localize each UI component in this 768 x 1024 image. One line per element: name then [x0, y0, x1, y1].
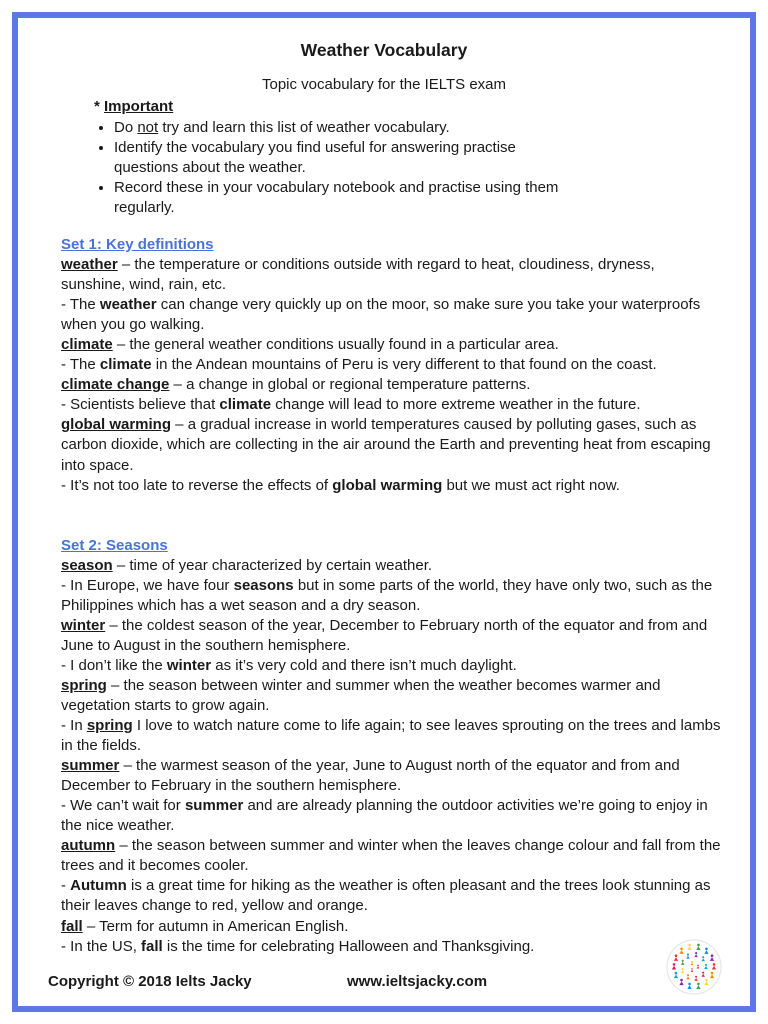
definition-climate-change	[61, 375, 721, 395]
term: climate	[61, 336, 113, 354]
example-text: in the Andean mountains of Peru is very different to that found on the coast.	[151, 356, 657, 374]
example-text: is a great time for hiking as the weather is often pleasant and the trees look stunning as their leaves change to red, yellow and orange.	[61, 877, 711, 915]
important-heading	[94, 97, 173, 117]
term: climate change	[61, 376, 170, 394]
page-title: Weather Vocabulary	[300, 40, 468, 60]
example-text: - I don’t like the	[61, 656, 167, 674]
term: global warming	[61, 416, 172, 434]
term: winter	[61, 616, 106, 634]
example-keyword: global warming	[332, 476, 443, 494]
important-item	[114, 178, 574, 218]
definition: – the season between winter and summer when the weather becomes warmer and vegetation starts to grow again.	[61, 676, 661, 714]
example-summer	[61, 796, 721, 836]
set2-heading: Set 2: Seasons	[61, 536, 168, 554]
bullet-text: Record these in your vocabulary notebook and practise using them regularly.	[114, 179, 559, 216]
example-autumn	[61, 876, 721, 916]
definition-summer	[61, 756, 721, 796]
example-text: - The	[61, 356, 100, 374]
example-text: - It’s not too late to reverse the effects of	[61, 476, 333, 494]
definition: – the coldest season of the year, December to February north of the equator and from and June to August in the southern hemisphere.	[61, 616, 708, 654]
example-text: is the time for celebrating Halloween and Thanksgiving.	[162, 937, 535, 955]
example-text: - In	[61, 717, 87, 735]
example-global-warming	[61, 476, 721, 496]
definition: – the general weather conditions usually found in a particular area.	[112, 336, 559, 354]
definition-climate	[61, 335, 721, 355]
example-text: - Scientists believe that	[61, 396, 220, 414]
definition-winter	[61, 616, 721, 656]
definition-fall	[61, 917, 721, 937]
page-subtitle: Topic vocabulary for the IELTS exam	[262, 76, 506, 93]
vocabulary-content	[61, 235, 721, 957]
example-text: - In the US,	[61, 937, 142, 955]
example-spring	[61, 716, 721, 756]
bullet-emphasis: not	[137, 119, 159, 136]
example-climate	[61, 355, 721, 375]
example-text: change will lead to more extreme weather in the future.	[271, 396, 641, 414]
definition-autumn	[61, 836, 721, 876]
definition: – the warmest season of the year, June to August north of the equator and from and December to February in the southern hemisphere.	[61, 757, 680, 795]
example-winter	[61, 656, 721, 676]
example-text: but we must act right now.	[442, 476, 620, 494]
example-keyword: fall	[141, 937, 163, 955]
example-keyword: climate	[219, 396, 272, 414]
important-item	[114, 138, 574, 178]
important-star: *	[94, 98, 105, 115]
set1-heading: Set 1: Key definitions	[61, 236, 214, 253]
example-text: can change very quickly up on the moor, so make sure you take your waterproofs when you go walking.	[61, 296, 701, 334]
section-spacer	[61, 496, 721, 536]
example-fall	[61, 937, 721, 957]
term: weather	[61, 256, 118, 274]
example-keyword: seasons	[233, 576, 294, 594]
bullet-text: Do	[114, 119, 138, 136]
term: autumn	[61, 837, 116, 855]
example-keyword: winter	[166, 656, 212, 674]
example-text: -	[61, 877, 71, 895]
definition: – the temperature or conditions outside with regard to heat, cloudiness, dryness, sunshine, wind, rain, etc.	[61, 256, 655, 294]
example-climate-change	[61, 395, 721, 415]
definition-weather	[61, 255, 721, 295]
important-list	[96, 118, 574, 218]
example-text: - In Europe, we have four	[61, 576, 234, 594]
term: fall	[61, 917, 83, 935]
definition: – a change in global or regional temperature patterns.	[169, 376, 531, 394]
example-text: but in some parts of the world, they have only two, such as the Philippines which has a wet season and a dry season.	[61, 576, 713, 614]
example-season	[61, 576, 721, 616]
definition: – a gradual increase in world temperatures caused by polluting gases, such as carbon dioxide, which are collecting in the air around the Earth and preventing heat from escaping into space.	[61, 416, 711, 474]
term: summer	[61, 757, 120, 775]
bullet-text: try and learn this list of weather vocabulary.	[158, 119, 450, 136]
term: spring	[61, 676, 107, 694]
definition: – Term for autumn in American English.	[82, 917, 349, 935]
example-keyword: spring	[86, 717, 133, 735]
important-item	[114, 118, 574, 138]
example-weather	[61, 295, 721, 335]
example-text: and are already planning the outdoor activities we’re going to enjoy in the nice weather.	[61, 797, 708, 835]
definition-season	[61, 556, 721, 576]
bullet-text: Identify the vocabulary you find useful for answering practise questions about the weather.	[114, 139, 516, 176]
example-text: - The	[61, 296, 100, 314]
example-keyword: climate	[99, 356, 152, 374]
definition: – time of year characterized by certain weather.	[112, 556, 433, 574]
important-label: Important	[104, 98, 174, 115]
term: season	[61, 556, 113, 574]
example-text: as it’s very cold and there isn’t much daylight.	[211, 656, 517, 674]
copyright-text: Copyright © 2018 Ielts Jacky	[48, 973, 252, 990]
example-keyword: weather	[99, 296, 157, 314]
definition: – the season between summer and winter when the leaves change colour and fall from the trees and it becomes cooler.	[61, 837, 721, 875]
definition-global-warming	[61, 415, 721, 475]
example-text: - We can’t wait for	[61, 797, 185, 815]
example-text: I love to watch nature come to life again; to see leaves sprouting on the trees and lambs in the fields.	[61, 717, 721, 755]
website-link[interactable]: www.ieltsjacky.com	[347, 973, 488, 990]
people-circle-logo-icon	[666, 939, 722, 995]
definition-spring	[61, 676, 721, 716]
example-keyword: Autumn	[70, 877, 127, 895]
example-keyword: summer	[184, 797, 244, 815]
